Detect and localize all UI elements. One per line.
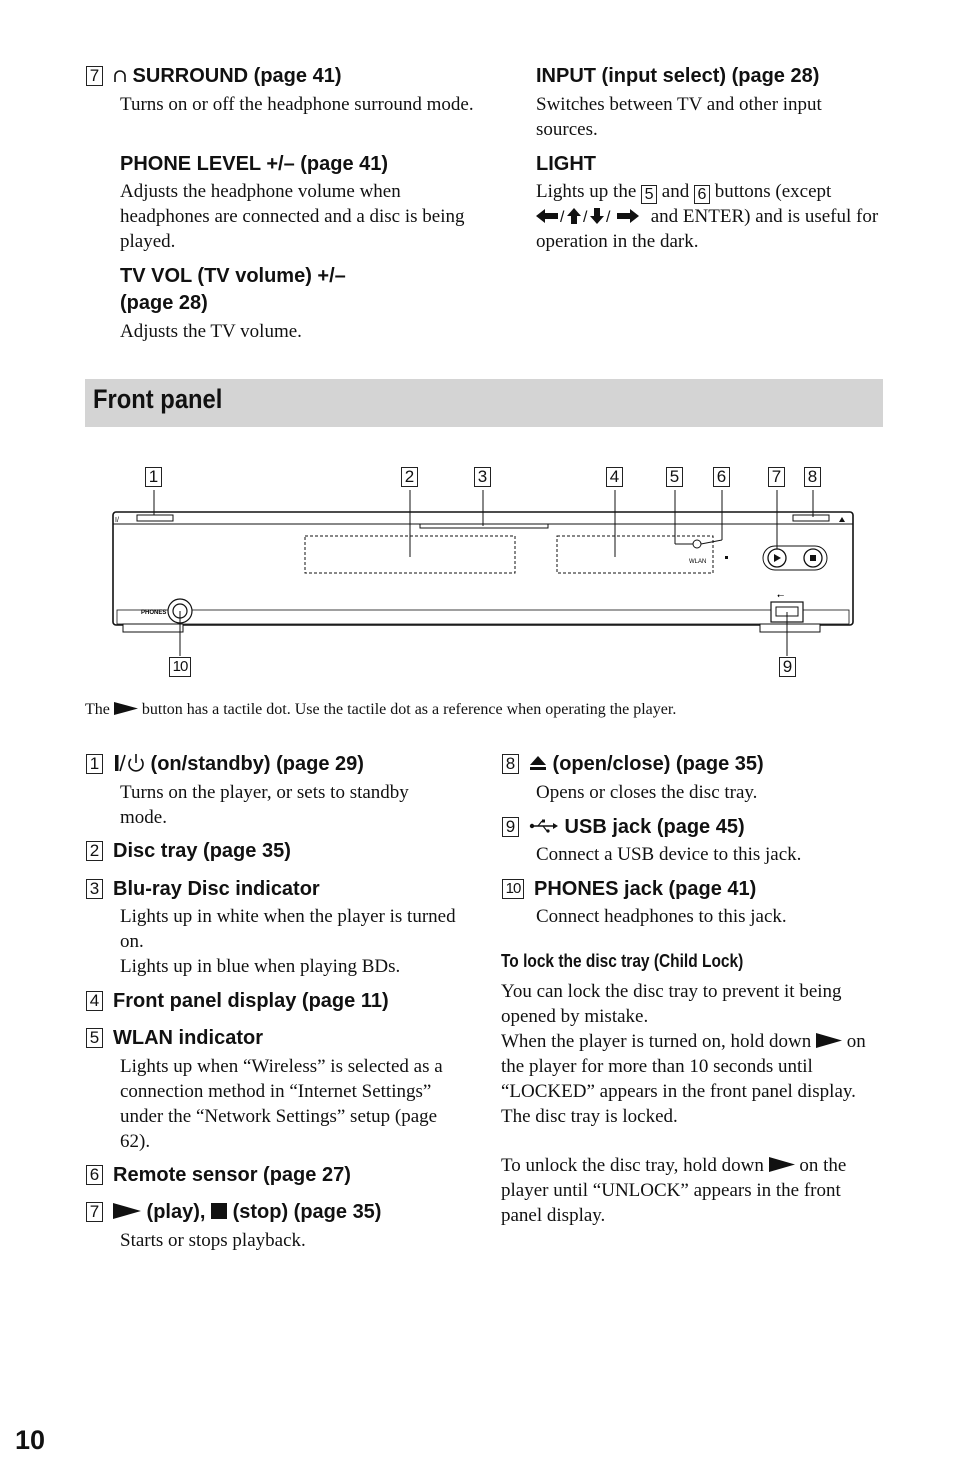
svg-text:/: / (560, 209, 565, 225)
inline-number-5: 5 (641, 185, 657, 204)
svg-text:/: / (583, 209, 588, 225)
diagram-callout-6: 6 (713, 467, 730, 487)
callout-number: 7 (86, 66, 103, 86)
play-icon (816, 1033, 842, 1048)
callout-number: 7 (86, 1202, 103, 1222)
diagram-callout-5: 5 (666, 467, 683, 487)
callout-number: 10 (502, 879, 524, 899)
child-lock-p1: You can lock the disc tray to prevent it being opened by mistake. (501, 981, 842, 1027)
input-desc: Switches between TV and other input sources. (536, 94, 822, 140)
headphone-icon (113, 68, 127, 84)
item-6-heading: 6 Remote sensor (page 27) (86, 1162, 351, 1189)
item-9-desc: Connect a USB device to this jack. (536, 844, 802, 865)
item-5-heading: 5 WLAN indicator (86, 1025, 263, 1052)
play-icon (769, 1157, 795, 1172)
power-standby-icon (113, 753, 145, 773)
svg-text:/: / (606, 209, 611, 225)
diagram-callout-4: 4 (606, 467, 623, 487)
callout-number: 2 (86, 841, 103, 861)
callout-number: 8 (502, 754, 519, 774)
diagram-callout-10: 10 (169, 657, 191, 677)
play-icon (114, 702, 138, 715)
callout-number: 3 (86, 879, 103, 899)
child-lock-p3: To unlock the disc tray, hold down on the player until “UNLOCK” appears in the front panel display. (501, 1155, 847, 1226)
inline-number-6: 6 (694, 185, 710, 204)
wlan-label: WLAN (689, 559, 707, 565)
section-title: Front panel (93, 384, 223, 414)
phones-label: PHONES (141, 610, 167, 616)
callout-number: 9 (502, 817, 519, 837)
usb-icon (529, 819, 559, 833)
item-5-desc: Lights up when “Wireless” is selected as a connection method in “Internet Settings” under the “Network Settings” setup (page 62). (120, 1056, 443, 1152)
phone-level-desc: Adjusts the headphone volume when headphones are connected and a disc is being played. (120, 181, 465, 252)
item-7-desc: Turns on or off the headphone surround mode. (120, 94, 474, 115)
phone-level-heading: PHONE LEVEL +/– (page 41) (120, 153, 389, 175)
item-8-desc: Opens or closes the disc tray. (536, 782, 758, 803)
item-3-desc: Lights up in white when the player is turned on. (120, 906, 456, 952)
item-10-desc: Connect headphones to this jack. (536, 906, 787, 927)
item-9-heading: 9 USB jack (page 45) (502, 814, 745, 841)
child-lock-p2: When the player is turned on, hold down on the player for more than 10 seconds until “LOCKED” appears in the front panel display. The disc tray is locked. (501, 1031, 866, 1127)
stop-icon (211, 1203, 227, 1219)
page-number: 10 (15, 1425, 46, 1455)
item-4-heading: 4 Front panel display (page 11) (86, 988, 389, 1015)
diagram-callout-2: 2 (401, 467, 418, 487)
item-2-heading: 2 Disc tray (page 35) (86, 838, 291, 865)
item-7-heading (86, 63, 341, 90)
diagram-callout-9: 9 (779, 657, 796, 677)
play-icon (113, 1203, 141, 1219)
diagram-callout-7: 7 (768, 467, 785, 487)
eject-icon (529, 754, 547, 772)
power-label: I/ (115, 517, 119, 524)
callout-number: 5 (86, 1028, 103, 1048)
item-10-heading: 10 PHONES jack (page 41) (502, 876, 756, 903)
arrow-keys-icon (536, 207, 646, 225)
tv-vol-heading-line2: (page 28) (120, 292, 208, 314)
item-7-title: SURROUND (page 41) (127, 65, 342, 87)
tv-vol-heading-line1: TV VOL (TV volume) +/– (120, 265, 346, 287)
tactile-note: The button has a tactile dot. Use the tactile dot as a reference when operating the player. (85, 701, 677, 718)
front-panel-diagram (85, 460, 885, 685)
callout-number: 1 (86, 754, 103, 774)
callout-number: 6 (86, 1165, 103, 1185)
callout-number: 4 (86, 991, 103, 1011)
item-7-play-stop-desc: Starts or stops playback. (120, 1230, 306, 1251)
item-1-heading: 1 (on/standby) (page 29) (86, 751, 364, 778)
diagram-callout-1: 1 (145, 467, 162, 487)
item-8-heading: 8 (open/close) (page 35) (502, 751, 764, 778)
item-1-desc: Turns on the player, or sets to standby mode. (120, 782, 409, 828)
child-lock-heading: To lock the disc tray (Child Lock) (501, 951, 744, 971)
diagram-callout-3: 3 (474, 467, 491, 487)
svg-text:⭠: ⭠ (777, 591, 785, 601)
tv-vol-desc: Adjusts the TV volume. (120, 321, 302, 342)
item-3-desc-2: Lights up in blue when playing BDs. (120, 956, 401, 977)
light-heading: LIGHT (536, 153, 596, 175)
light-desc: Lights up the 5 and 6 buttons (except / / / and ENTER) and is useful for operation in the dark. (536, 181, 879, 252)
item-7-play-stop-heading: 7 (play), (stop) (page 35) (86, 1199, 381, 1226)
diagram-callout-8: 8 (804, 467, 821, 487)
input-heading: INPUT (input select) (page 28) (536, 65, 820, 87)
item-3-heading: 3 Blu-ray Disc indicator (86, 876, 320, 903)
